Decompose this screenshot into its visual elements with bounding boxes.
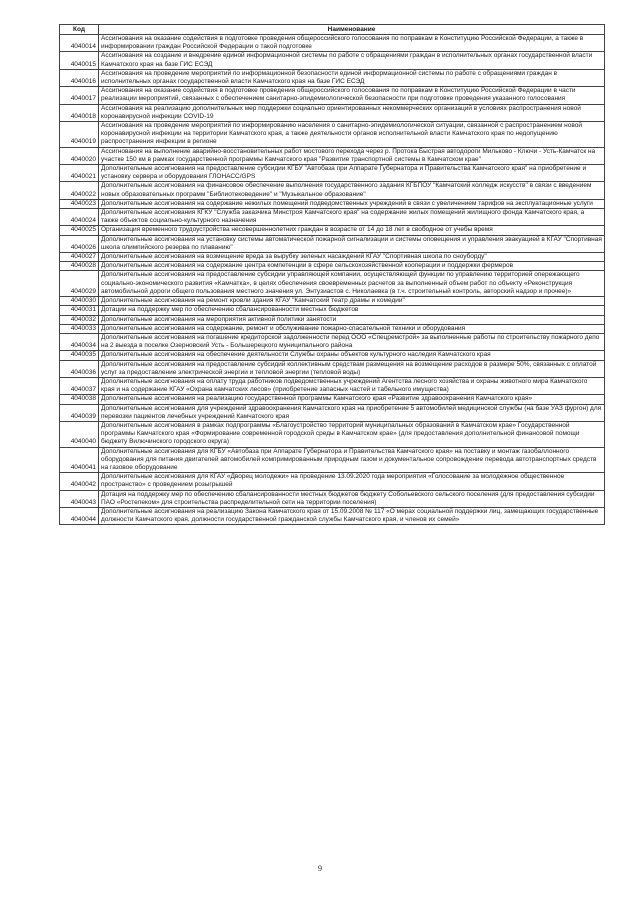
table-row [60, 473, 605, 490]
row-name: Дополнительные ассигнования на реализацию Закона Камчатского края от 15.09.2008 № 117 «О мерах социальной поддержки лиц, замещающих государственные должности Камчатского края, должности государственной гражданской службы Камчатского края, и членов их семей» [99, 507, 605, 524]
row-code: 4040018 [60, 104, 99, 121]
table-row [60, 377, 605, 394]
row-code: 4040036 [60, 360, 99, 377]
table-row [60, 306, 605, 315]
row-code: 4040022 [60, 182, 99, 199]
row-code: 4040034 [60, 333, 99, 350]
row-name: Дополнительные ассигнования для учреждений здравоохранения Камчатского края на приобретение 5 автомобилей медицинской службы (на базе УАЗ фургон) для перевозки пациентов лечебных учреждений Камчатского края [99, 404, 605, 421]
row-code: 4040027 [60, 253, 99, 262]
table-row [60, 52, 605, 69]
row-name: Дополнительные ассигнования на оплату труда работников подведомственных учреждений Агентства лесного хозяйства и охраны животного мира Камчатского края и на содержание КГАУ «Охрана камчатских лесов» (приобретение запасных частей и табельного имущества) [99, 377, 605, 394]
row-code: 4040017 [60, 87, 99, 104]
row-code: 4040032 [60, 315, 99, 324]
table-row [60, 226, 605, 235]
row-code: 4040039 [60, 404, 99, 421]
row-code: 4040040 [60, 421, 99, 447]
row-name: Дополнительные ассигнования на погашение кредиторской задолженности перед ООО «Спецремстрой» за выполненные работы по строительству пожарного депо на 2 выезда в поселке Озерновский Усть - Большерецкого муниципального района [99, 333, 605, 350]
table-row [60, 324, 605, 333]
row-name: Дополнительные ассигнования на содержание, ремонт и обслуживание пожарно-спасательной техники и оборудования [99, 324, 605, 333]
table-row [60, 35, 605, 52]
row-name: Дополнительные ассигнования в рамках подпрограммы «Благоустройство территорий муниципальных образований в Камчатском крае» Государственной программы Камчатского края «Формирование современной городской среды в Камчатском крае» (для предоставления дополнительной финансовой помощи бюджету Вилючинского городского округа) [99, 421, 605, 447]
table-row [60, 395, 605, 404]
row-name: Дотации на поддержку мер по обеспечению сбалансированности местных бюджетов [99, 306, 605, 315]
row-name: Организация временного трудоустройства несовершеннолетних граждан в возрасте от 14 до 18 лет в свободное от учебы время [99, 226, 605, 235]
row-code: 4040025 [60, 226, 99, 235]
row-code: 4040024 [60, 209, 99, 226]
table-row [60, 199, 605, 208]
table-header-row [60, 25, 605, 35]
row-code: 4040035 [60, 351, 99, 360]
row-name: Дополнительные ассигнования на содержание нежилых помещений подведомственных учреждений в связи с увеличением тарифов на эксплуатационные услуги [99, 199, 605, 208]
table-row [60, 69, 605, 86]
table-row [60, 404, 605, 421]
row-code: 4040026 [60, 235, 99, 252]
row-name: Дополнительные ассигнования для КГБУ «Автобаза при Аппарате Губернатора и Правительства Камчатского края» на поставку и монтаж газобаллонного оборудования для питания двигателей автомобилей компримированным природным газом и документальное сопровождение перевода автотранспортных средств на газовое оборудование [99, 447, 605, 473]
row-name: Дополнительные ассигнования на обеспечение деятельности Службы охраны объектов культурного наследия Камчатского края [99, 351, 605, 360]
table-row [60, 351, 605, 360]
table-row [60, 333, 605, 350]
row-code: 4040016 [60, 69, 99, 86]
table-row [60, 490, 605, 507]
table-row [60, 360, 605, 377]
row-name: Дотация на поддержку мер по обеспечению сбалансированности местных бюджетов бюджету Собольевского сельского поселения (для предоставления субсидии ПАО «Ростелеком» для строительства распределительной сети на территории поселения) [99, 490, 605, 507]
row-code: 4040043 [60, 490, 99, 507]
table-row [60, 209, 605, 226]
table-row [60, 104, 605, 121]
row-code: 4040020 [60, 147, 99, 164]
table-row [60, 182, 605, 199]
row-name: Ассигнования на реализацию дополнительных мер поддержки социально ориентированных некоммерческих организаций в условиях распространения новой коронавирусной инфекции COVID-19 [99, 104, 605, 121]
row-code: 4040028 [60, 262, 99, 271]
row-code: 4040033 [60, 324, 99, 333]
table-row [60, 507, 605, 524]
table-row [60, 297, 605, 306]
row-name: Дополнительные ассигнования на предоставление субсидии управляющей компании, осуществляющей функции по управлению территорией опережающего социально-экономического развития «Камчатка», в целях обеспечения своевременных расчетов за выполненный объем работ по объекту «Реконструкция автомобильной дороги общего пользования местного значения ул. Энтузиастов с. Николаевка (в т.ч. строительный контроль, авторский надзор и прочее)» [99, 271, 605, 297]
table-row [60, 147, 605, 164]
row-code: 4040038 [60, 395, 99, 404]
row-name: Дополнительные ассигнования для КГАУ «Дворец молодежи» на проведение 13.09.2020 года мероприятия «Голосование за молодежное общественное пространство» с проведением розыгрышей [99, 473, 605, 490]
row-code: 4040042 [60, 473, 99, 490]
row-name: Ассигнования на оказание содействия в подготовке проведения общероссийского голосования по поправкам в Конституцию Российской Федерации в части реализации мероприятий, связанных с обеспечением санитарно-эпидемиологической безопасности при подготовке проведения указанного голосования [99, 87, 605, 104]
table-body [60, 35, 605, 525]
row-name: Ассигнования на выполнение аварийно-восстановительных работ мостового перехода через р. Протока Быстрая автодороги Мильково - Ключи - Усть-Камчатск на участке 150 км в рамках государственной программы Камчатского края "Развитие транспортной системы в Камчатском крае" [99, 147, 605, 164]
row-name: Дополнительные ассигнования на установку системы автоматической пожарной сигнализации и системы оповещения и управления эвакуацией в КГАУ "Спортивная школа олимпийского резерва по плаванию" [99, 235, 605, 252]
row-name: Дополнительные ассигнования на мероприятия активной политики занятости [99, 315, 605, 324]
budget-codes-table [59, 24, 605, 525]
row-code: 4040031 [60, 306, 99, 315]
row-name: Ассигнования на проведение мероприятий по информированию населения о санитарно-эпидемиологической ситуации, связанной с распространением новой коронавирусной инфекции на территории Камчатского края, а также деятельности органов исполнительной власти Камчатского края по недопущению распространения инфекции в регионе [99, 122, 605, 148]
row-name: Ассигнования на создание и внедрение единой информационной системы по работе с обращениями граждан в исполнительных органах государственной власти Камчатского края на базе ГИС ЕСЭД [99, 52, 605, 69]
header-name: Наименование [99, 25, 605, 35]
row-code: 4040014 [60, 35, 99, 52]
table-row [60, 262, 605, 271]
row-name: Ассигнования на оказание содействия в подготовке проведения общероссийского голосования по поправкам в Конституцию Российской Федерации, а также в информировании граждан Российской Федерации о такой подготовке [99, 35, 605, 52]
table-row [60, 315, 605, 324]
table-row [60, 253, 605, 262]
table-row [60, 87, 605, 104]
table-row [60, 421, 605, 447]
row-name: Дополнительные ассигнования на реализацию государственной программы Камчатского края «Развитие здравоохранения Камчатского края» [99, 395, 605, 404]
row-code: 4040041 [60, 447, 99, 473]
row-code: 4040029 [60, 271, 99, 297]
row-name: Дополнительные ассигнования КГКУ "Служба заказчика Минстроя Камчатского края" на содержание жилых помещений жилищного фонда Камчатского края, а также объектов социально-культурного назначения [99, 209, 605, 226]
row-name: Ассигнования на проведение мероприятий по информационной безопасности единой информационной системы по работе с обращениями граждан в исполнительных органах государственной власти Камчатского края на базе ГИС ЕСЭД [99, 69, 605, 86]
header-code: Код [60, 25, 99, 35]
row-name: Дополнительные ассигнования на возмещение вреда за вырубку зеленых насаждений КГАУ "Спортивная школа по сноуборду" [99, 253, 605, 262]
table-row [60, 165, 605, 182]
row-name: Дополнительные ассигнования на финансовое обеспечение выполнения государственного задания КГБПОУ "Камчатский колледж искусств" в связи с введением новых образовательных программ "Библиотековедение" и "Музыкальное образование" [99, 182, 605, 199]
row-code: 4040030 [60, 297, 99, 306]
row-name: Дополнительные ассигнования на ремонт кровли здания КГАУ "Камчатский театр драмы и комедии" [99, 297, 605, 306]
row-code: 4040023 [60, 199, 99, 208]
row-name: Дополнительные ассигнования на предоставление субсидии КГБУ "Автобаза при Аппарате Губернатора и Правительства Камчатского края" на приобретение и установку сервера и оборудования ГЛОНАСС/GPS [99, 165, 605, 182]
table-row [60, 447, 605, 473]
row-code: 4040015 [60, 52, 99, 69]
row-name: Дополнительные ассигнования на предоставление субсидий коллективным средствам размещения на возмещение расходов в размере 50%, связанных с оплатой услуг за предоставление электрической энергии и тепловой энергии (тепловой воды) [99, 360, 605, 377]
table-row [60, 235, 605, 252]
table-row [60, 122, 605, 148]
row-code: 4040037 [60, 377, 99, 394]
row-code: 4040021 [60, 165, 99, 182]
page-number: 9 [318, 864, 322, 873]
row-code: 4040044 [60, 507, 99, 524]
table-row [60, 271, 605, 297]
row-code: 4040019 [60, 122, 99, 148]
row-name: Дополнительные ассигнования на содержание центра компетенции в сфере сельскохозяйственной кооперации и поддержки фермеров [99, 262, 605, 271]
